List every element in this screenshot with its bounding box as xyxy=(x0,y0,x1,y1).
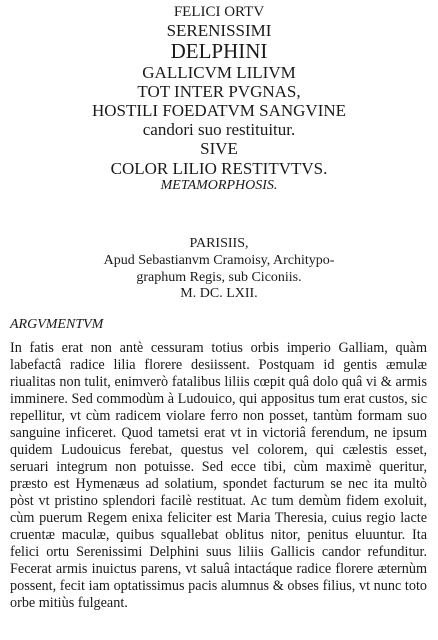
title-block xyxy=(0,4,438,193)
title-line-serenissimi: SERENISSIMI xyxy=(166,20,272,40)
imprint-printer: Apud Sebastianvm Cramoisy, Architypo- xyxy=(103,252,335,268)
imprint-place: PARISIIS, xyxy=(189,236,249,251)
title-line-tot-inter-pugnas: TOT INTER PVGNAS, xyxy=(137,82,301,102)
title-line-color-lilio: COLOR LILIO RESTITVTVS. xyxy=(110,158,328,178)
title-line-metamorphosis: METAMORPHOSIS. xyxy=(160,177,278,193)
title-line-hostili-foedatum: HOSTILI FOEDATVM SANGVINE xyxy=(91,101,347,121)
imprint xyxy=(0,236,438,303)
title-line-delphini: DELPHINI xyxy=(170,38,268,63)
title-line-sive: SIVE xyxy=(200,139,238,159)
argument-text: In fatis erat non antè cessuram totius orbis imperio Galliam, quàm labefactâ radice lilia florere desiissent. Postquam id gentis æmulæ riualitas non tulit, enimverò fatalibus liliis cœpit quâ dolo quâ vi & armis imminere. Sed commodùm à Ludouico, qui appositus tum erat custos, sic repellitur, vt cùm radicem violare ferro non posset, tantùm formam suo sanguine inficeret. Quod tametsi erat vt in victoriâ ferendum, ne ipsum quidem Ludouicus ferebat, questus vel colorem, qui cælestis esset, seruari integrum non potuisse. Sed ecce tibi, cùm maximè queritur, præsto est Hymenæus ad solatium, spondet facturum se nec ita multò pòst vt pristino splendori facilè restituat. Ac tum demùm fidem exoluit, cùm puerum Regem enixa feliciter est Maria Theresia, cuius regio lacte cruentæ maculæ, quibus squallebat oblitus nitor, penitus eluuntur. Ita felici ortu Serenissimi Delphini suus liliis Gallicis candor refunditur. Fecerat armis inuictus parens, vt saluâ intactáque radice florere æternùm possent, fecit iam optatissimus pacis alumnus & obses filius, vt nunc toto orbe mitiùs fulgeant. xyxy=(10,340,427,611)
imprint-date: M. DC. LXII. xyxy=(180,286,258,302)
title-line-candori: candori suo restituitur. xyxy=(142,120,296,140)
title-line-gallicum-lilium: GALLICVM LILIVM xyxy=(142,63,296,83)
title-line-felici-ortu: FELICI ORTV xyxy=(173,4,265,20)
imprint-printer-cont: graphum Regis, sub Ciconiis. xyxy=(136,269,302,285)
argument-heading: ARGVMENTVM xyxy=(10,317,104,332)
